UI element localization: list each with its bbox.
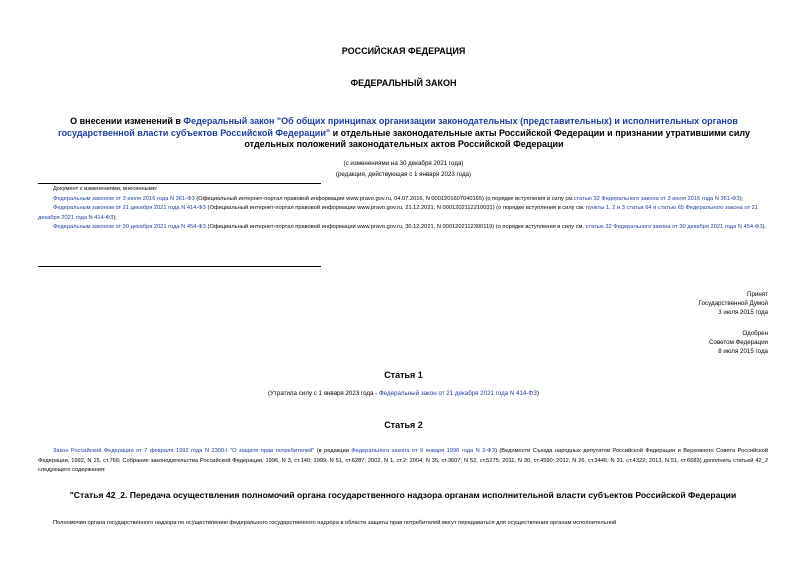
title-suffix: и отдельные законодательные акты Российской Федерации и признании утратившими силу отдельных положений законодательных актов Российской Федерации xyxy=(244,127,750,149)
amendment-article-link[interactable]: статью 32 Федерального закона от 30 декабря 2021 года N 454-ФЗ xyxy=(585,224,763,230)
consumer-protection-law-link[interactable]: Закон Российской Федерации от 7 февраля 1992 года N 2300-I "О защите прав потребителей" xyxy=(53,448,315,454)
adopted-block xyxy=(560,290,768,317)
top-divider xyxy=(38,183,321,184)
article-2-body: Закон Российской Федерации от 7 февраля 1992 года N 2300-I "О защите прав потребителей" (в редакции Федерального закона от 9 января 1996 года N 2-ФЗ) (Ведомости Съезда народных депутатов Российской Федерации и Верховного Совета Российской Федерации, 1992, N 15, ст.766; Собрание законодательства Российской Федерации, 1996, N 3, ст.140; 1999, N 51, ст.6287; 2002, N 1, ст.2; 2004, N 35, ст.3607; N 52, ст.5275; 2011, N 30, ст.4590; 2012, N 26, ст.3446; N 31, ст.4322; 2013, N 51, ст.6683) дополнить статьей 42_2 следующего содержания: xyxy=(38,448,768,473)
adopted-body: Государственной Думой xyxy=(698,300,768,307)
amendment-article-link[interactable]: статью 32 Федерального закона от 3 июля 2016 года N 361-ФЗ xyxy=(573,195,740,202)
approved-block xyxy=(560,329,768,356)
title-prefix: О внесении изменений в xyxy=(70,116,184,126)
amendment-item: Федеральным законом от 30 декабря 2021 года N 454-ФЗ (Официальный интернет-портал правовой информации www.pravo.gov.ru, 30.12.2021, N 0001202112300119) (о порядке вступления в силу см. статью 32 Федерального закона от 30 декабря 2021 года N 454-ФЗ). xyxy=(53,224,767,230)
article-42-2-paragraph: Полномочия органа государственного надзора по осуществлению федерального государственного надзора в области защиты прав потребителей могут передаваться для осуществления органам исполнительной xyxy=(53,520,617,526)
amendment-law-link[interactable]: Федеральным законом от 3 июля 2016 года N 361-ФЗ xyxy=(53,195,195,202)
amendments-heading: Документ с изменениями, внесенными: xyxy=(53,186,158,192)
amendment-item: Федеральным законом от 3 июля 2016 года N 361-ФЗ (Официальный интернет-портал правовой информации www.pravo.gov.ru, 04.07.2016, N 0001201607040165) (о порядке вступления в силу см.статью 32 Федерального закона от 3 июля 2016 года N 361-ФЗ); xyxy=(53,195,744,202)
law-title xyxy=(58,116,750,151)
amendment-law-link[interactable]: Федеральным законом от 30 декабря 2021 года N 454-ФЗ xyxy=(53,224,206,230)
bottom-divider xyxy=(38,266,321,267)
amendments-block xyxy=(38,185,768,233)
article-1-repeal-link[interactable]: Федеральный закон от 21 декабря 2021 года N 414-ФЗ xyxy=(378,390,537,397)
approved-date: 8 июля 2015 года xyxy=(718,348,768,355)
approved-body: Советом Федерации xyxy=(709,339,768,346)
amendment-article-link[interactable]: пункты 1, 2 и 3 статьи 64 и статью 65 Федерального закона от 21 декабря 2021 года N 414-ФЗ xyxy=(38,205,758,221)
revision-note: (с изменениями на 30 декабря 2021 года) xyxy=(343,160,464,167)
country-heading: РОССИЙСКАЯ ФЕДЕРАЦИЯ xyxy=(341,46,466,56)
revision-effective: (редакция, действующая с 1 января 2023 года) xyxy=(335,171,472,178)
federal-law-2fz-link[interactable]: Федерального закона от 9 января 1996 года N 2-ФЗ xyxy=(351,448,496,454)
adopted-label: Принят xyxy=(747,291,768,298)
article-1-body: (Утратила силу с 1 января 2023 года - Федеральный закон от 21 декабря 2021 года N 414-ФЗ) xyxy=(268,390,539,397)
adopted-date: 3 июля 2015 года xyxy=(718,309,768,316)
amendment-item: Федеральным законом от 21 декабря 2021 года N 414-ФЗ (Официальный интернет-портал правовой информации www.pravo.gov.ru, 21.12.2021, N 0001202112210031) (о порядке вступления в силу см. пункты 1, 2 и 3 статьи 64 и статью 65 Федерального закона от 21 декабря 2021 года N 414-ФЗ); xyxy=(38,205,758,221)
article-2-title: Статья 2 xyxy=(384,420,423,430)
article-42-2-heading: "Статья 42_2. Передача осуществления полномочий органа государственного надзора органам исполнительной власти субъектов Российской Федерации xyxy=(69,490,737,500)
amendment-law-link[interactable]: Федеральным законом от 21 декабря 2021 года N 414-ФЗ xyxy=(53,205,206,211)
article-1-title: Статья 1 xyxy=(384,370,423,380)
title-federal-law-link[interactable]: Федеральный закон "Об общих принципах организации законодательных (представительных) и исполнительных органов государственной власти субъектов Российской Федерации" xyxy=(58,116,738,138)
approved-label: Одобрен xyxy=(742,330,768,337)
law-type-heading: ФЕДЕРАЛЬНЫЙ ЗАКОН xyxy=(350,78,457,88)
